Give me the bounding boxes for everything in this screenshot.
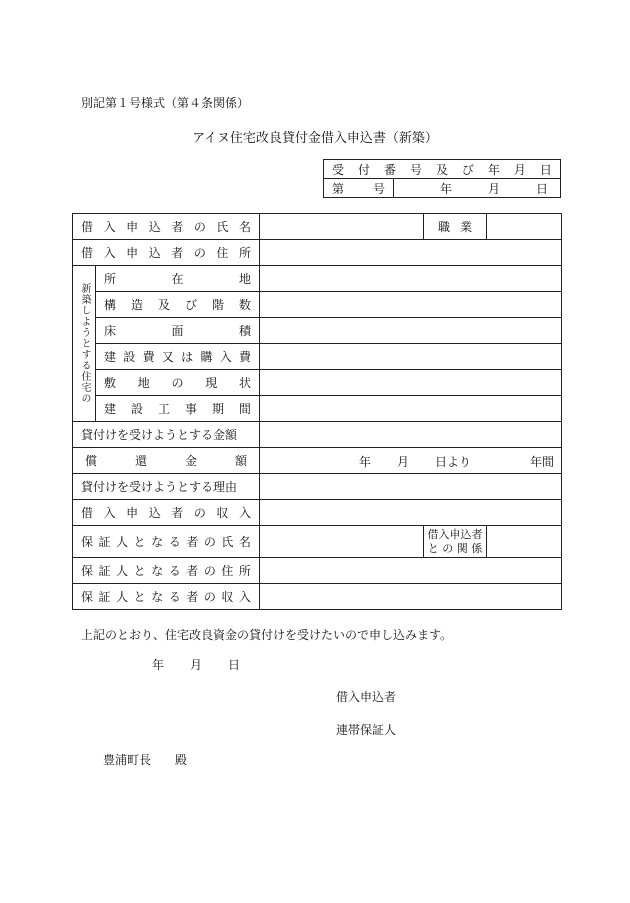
label-relation: 借入申込者 と の 関 係 [424, 526, 487, 558]
table-row [73, 370, 562, 396]
label-repayment: 償 還 金 額 [85, 454, 247, 468]
label-construction-period: 建 設 工 事 期 間 [104, 402, 251, 416]
table-row [73, 344, 562, 370]
label-location: 所 在 地 [104, 272, 251, 286]
label-construction-cost: 建 設 費 又 は 購 入 費 [104, 350, 251, 364]
statement: 上記のとおり、住宅改良資金の貸付けを受けたいので申し込みます。 [81, 628, 453, 642]
table-row [73, 422, 562, 448]
table-row [73, 240, 562, 266]
date-day: 日 [228, 658, 241, 672]
page-title: アイヌ住宅改良貸付金借入申込書（新築） [192, 131, 438, 146]
field-location[interactable] [260, 266, 562, 292]
field-site-status[interactable] [260, 370, 562, 396]
field-construction-cost[interactable] [260, 344, 562, 370]
field-loan-amount[interactable] [260, 422, 562, 448]
field-construction-period[interactable] [260, 396, 562, 422]
table-row [73, 318, 562, 344]
table-row [73, 396, 562, 422]
field-applicant-income[interactable] [260, 500, 562, 526]
table-row [73, 292, 562, 318]
group-label-new-house: 新築しようとする住宅の [73, 266, 96, 422]
label-site-status: 敷 地 の 現 状 [104, 376, 251, 390]
guarantor-signature-label: 連帯保証人 [336, 723, 397, 737]
field-occupation[interactable] [487, 214, 562, 240]
label-guarantor-name: 保 証 人 と な る 者 の 氏 名 [81, 535, 251, 549]
label-occupation: 職 業 [438, 220, 472, 234]
table-row [73, 474, 562, 500]
applicant-signature-label: 借入申込者 [336, 690, 397, 704]
label-applicant-address: 借 入 申 込 者 の 住 所 [81, 246, 251, 260]
field-guarantor-address[interactable] [260, 558, 562, 584]
table-row [73, 558, 562, 584]
date-year: 年 [152, 658, 165, 672]
table-row [73, 266, 562, 292]
label-applicant-income: 借 入 申 込 者 の 収 入 [81, 506, 251, 520]
label-floor-area: 床 面 積 [104, 324, 251, 338]
label-structure: 構 造 及 び 階 数 [104, 298, 251, 312]
receipt-date[interactable]: 年 月 日 [439, 181, 548, 196]
label-applicant-name: 借 入 申 込 者 の 氏 名 [81, 220, 251, 234]
field-guarantor-name[interactable] [260, 526, 424, 558]
form-number: 別記第１号様式（第４条関係） [81, 96, 250, 110]
receipt-table [323, 159, 561, 198]
field-repayment[interactable]: 年 月 日より 年間 [260, 448, 562, 474]
field-applicant-name[interactable] [260, 214, 424, 240]
table-row [73, 584, 562, 610]
field-guarantor-income[interactable] [260, 584, 562, 610]
receipt-number-label: 第 号 [332, 181, 385, 196]
field-relation[interactable] [487, 526, 562, 558]
field-floor-area[interactable] [260, 318, 562, 344]
label-guarantor-income: 保 証 人 と な る 者 の 収 入 [81, 590, 251, 604]
addressee: 豊浦町長 殿 [103, 753, 188, 767]
field-applicant-address[interactable] [260, 240, 562, 266]
table-row [73, 500, 562, 526]
table-row [73, 214, 562, 240]
receipt-header: 受 付 番 号 及 び 年 月 日 [332, 162, 552, 177]
field-loan-reason[interactable] [260, 474, 562, 500]
table-row [73, 448, 562, 474]
label-loan-reason: 貸付けを受けようとする理由 [73, 474, 260, 500]
field-structure[interactable] [260, 292, 562, 318]
label-loan-amount: 貸付けを受けようとする金額 [73, 422, 260, 448]
date-month: 月 [190, 658, 203, 672]
table-row [73, 526, 562, 558]
label-guarantor-address: 保 証 人 と な る 者 の 住 所 [81, 564, 251, 578]
application-table [72, 213, 562, 610]
